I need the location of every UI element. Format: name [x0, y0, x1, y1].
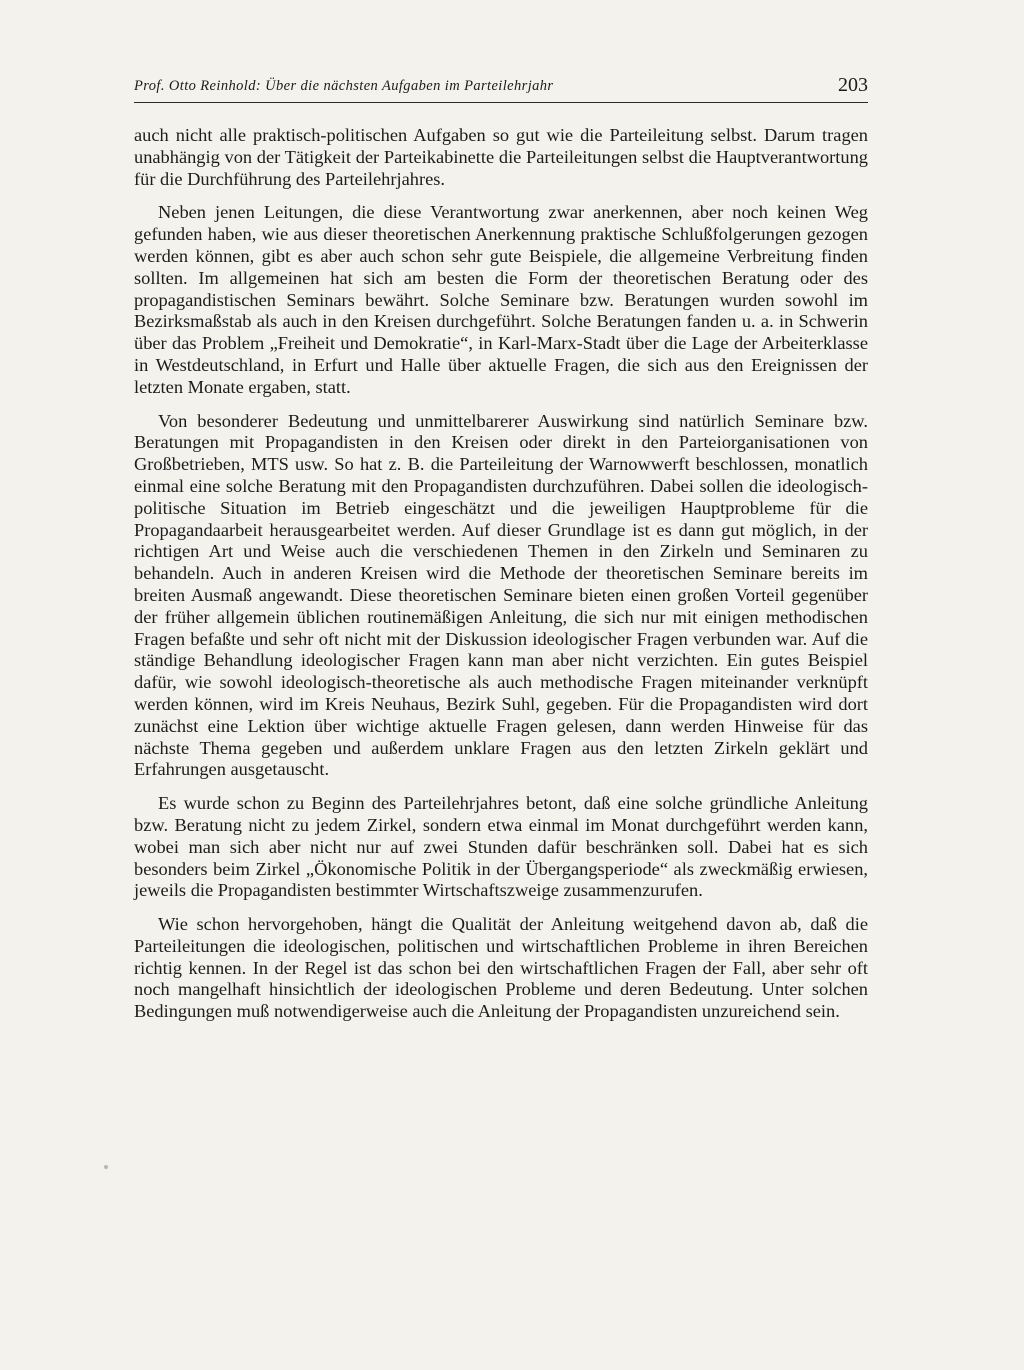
paragraph-3: Von besonderer Bedeutung und unmittelbarerer Auswirkung sind natürlich Seminare bzw. Beratungen mit Propagandisten in den Kreisen oder direkt in den Parteiorganisationen von Großbetrieben, MTS usw. So hat z. B. die Parteileitung der Warnowwerft beschlossen, monatlich einmal eine solche Beratung mit den Propagandisten durchzuführen. Dabei sollen die ideologisch-politische Situation im Betrieb eingeschätzt und die jeweiligen Hauptprobleme für die Propagandaarbeit herausgearbeitet werden. Auf dieser Grundlage ist es dann gut möglich, in der richtigen Art und Weise auch die verschiedenen Themen in den Zirkeln und Seminaren zu behandeln. Auch in anderen Kreisen wird die Methode der theoretischen Seminare bereits im breiten Ausmaß angewandt. Diese theoretischen Seminare bieten einen großen Vorteil gegenüber der früher allgemein üblichen routinemäßigen Anleitung, die sich nur mit einigen methodischen Fragen befaßte und sehr oft nicht mit der Diskussion ideologischer Fragen verbunden war. Auf die ständige Behandlung ideologischer Fragen kann man aber nicht verzichten. Ein gutes Beispiel dafür, wie sowohl ideologisch-theoretische als auch methodische Fragen miteinander verknüpft werden können, wird im Kreis Neuhaus, Bezirk Suhl, gegeben. Für die Propagandisten wird dort zunächst eine Lektion über wichtige aktuelle Fragen gelesen, dann werden Hinweise für das nächste Thema gegeben und außerdem unklare Fragen aus den letzten Zirkeln geklärt und Erfahrungen ausgetauscht.	[134, 410, 868, 780]
paragraph-2: Neben jenen Leitungen, die diese Verantwortung zwar anerkennen, aber noch keinen Weg gefunden haben, wie aus dieser theoretischen Anerkennung praktische Schlußfolgerungen gezogen werden können, gibt es aber auch schon sehr gute Beispiele, die allgemeine Verbreitung finden sollten. Im allgemeinen hat sich am besten die Form der theoretischen Beratung oder des propagandistischen Seminars bewährt. Solche Seminare bzw. Beratungen wurden sowohl im Bezirksmaßstab als auch in den Kreisen durchgeführt. Solche Beratungen fanden u. a. in Schwerin über das Problem „Freiheit und Demokratie“, in Karl-Marx-Stadt über die Lage der Arbeiterklasse in Westdeutschland, in Erfurt und Halle über aktuelle Fragen, die sich aus den Ereignissen der letzten Monate ergaben, statt.	[134, 202, 868, 397]
page-number: 203	[838, 74, 868, 96]
scan-speck	[104, 1165, 108, 1169]
running-title: Prof. Otto Reinhold: Über die nächsten Aufgaben im Parteilehrjahr	[134, 78, 554, 94]
header-rule	[134, 102, 868, 103]
paragraph-5: Wie schon hervorgehoben, hängt die Qualität der Anleitung weitgehend davon ab, daß die Parteileitungen die ideologischen, politischen und wirtschaftlichen Probleme in ihren Bereichen richtig kennen. In der Regel ist das schon bei den wirtschaftlichen Fragen der Fall, aber sehr oft noch mangelhaft hinsichtlich der ideologischen Probleme und deren Bedeutung. Unter solchen Bedingungen muß notwendigerweise auch die Anleitung der Propagandisten unzureichend sein.	[134, 914, 868, 1022]
page-header	[134, 74, 868, 104]
paragraph-4: Es wurde schon zu Beginn des Parteilehrjahres betont, daß eine solche gründliche Anleitung bzw. Beratung nicht zu jedem Zirkel, sondern etwa einmal im Monat durchgeführt werden kann, wobei man sich aber nicht nur auf zwei Stunden dafür beschränken soll. Dabei hat es sich besonders beim Zirkel „Ökonomische Politik in der Übergangsperiode“ als zweckmäßig erwiesen, jeweils die Propagandisten bestimmter Wirtschaftszweige zusammenzurufen.	[134, 793, 868, 901]
paragraph-1: auch nicht alle praktisch-politischen Aufgaben so gut wie die Parteileitung selbst. Darum tragen unabhängig von der Tätigkeit der Parteikabinette die Parteileitungen selbst die Hauptverantwortung für die Durchführung des Parteilehrjahres.	[134, 125, 868, 189]
body-text	[134, 125, 868, 1035]
